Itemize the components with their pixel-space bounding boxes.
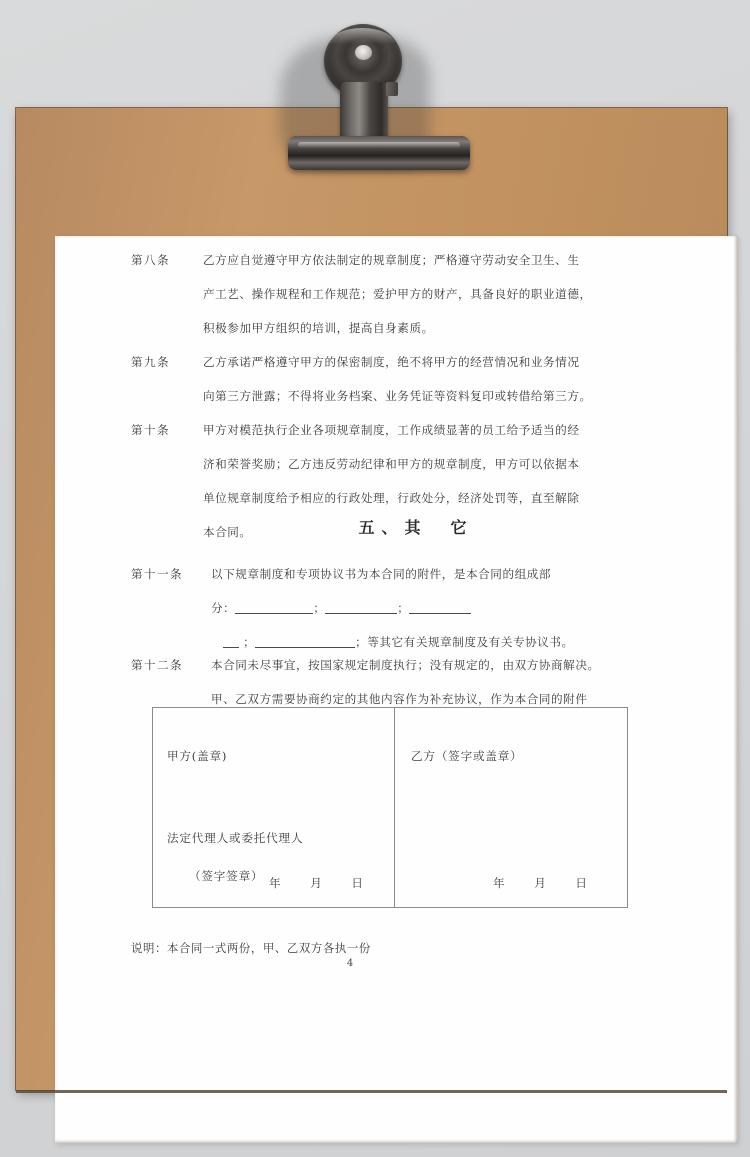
clause-text: 济和荣誉奖励；乙方违反劳动纪律和甲方的规章制度，甲方可以依据本: [203, 457, 580, 471]
clause-text: 乙方应自觉遵守甲方依法制定的规章制度；严格遵守劳动安全卫生、生: [203, 253, 580, 267]
blank-line-prefix: 分：: [211, 601, 236, 615]
blank-separator: ；: [313, 601, 326, 615]
party-a-agent-label: 法定代理人或委托代理人: [167, 831, 304, 845]
clause-label: 第十二条: [131, 658, 183, 672]
fill-in-blank[interactable]: [325, 601, 397, 614]
fill-in-blank[interactable]: [409, 601, 471, 614]
section-heading: 五、其 它: [358, 518, 474, 537]
clause-line: [131, 447, 701, 481]
clause-line-with-blanks: [131, 591, 701, 625]
clause-line: [131, 413, 701, 447]
clause-text: 向第三方泄露；不得将业务档案、业务凭证等资料复印或转借给第三方。: [203, 389, 592, 403]
clause-line: [131, 481, 701, 515]
party-b-date-field[interactable]: 年 月 日: [493, 876, 596, 890]
clause-text: 乙方承诺严格遵守甲方的保密制度，绝不将甲方的经营情况和业务情况: [203, 355, 580, 369]
clause-label: 第八条: [131, 253, 170, 267]
clause-line: [131, 557, 701, 591]
clause-article-12: [131, 648, 701, 716]
clause-text: 甲方对模范执行企业各项规章制度，工作成绩显著的员工给予适当的经: [203, 423, 580, 437]
clause-text: 单位规章制度给予相应的行政处理，行政处分，经济处罚等，直至解除: [203, 491, 580, 505]
clause-line: [131, 648, 701, 682]
clause-line: [131, 379, 701, 413]
clause-text: ；等其它有关规章制度及有关专协议书。: [355, 635, 574, 649]
clause-text: 产工艺、操作规程和工作规范；爱护甲方的财产，具备良好的职业道德，: [203, 287, 592, 301]
signature-space[interactable]: [167, 784, 394, 828]
party-a-label: 甲方(盖章): [167, 749, 228, 763]
fill-in-blank[interactable]: [255, 635, 355, 648]
signature-table: [152, 707, 628, 908]
signature-cell-party-a: [153, 708, 395, 907]
clause-text: 积极参加甲方组织的培训，提高自身素质。: [203, 321, 434, 335]
clause-text: 甲、乙双方需要协商约定的其他内容作为补充协议，作为本合同的附件: [211, 692, 588, 706]
clause-article-11: [131, 557, 701, 659]
clause-label: 第九条: [131, 355, 170, 369]
clause-text: 本合同。: [203, 525, 252, 539]
clause-article-9: [131, 345, 701, 413]
clause-label: 第十条: [131, 423, 170, 437]
footnote-text: 说明：本合同一式两份，甲、乙双方各执一份: [131, 941, 371, 955]
party-a-date-field[interactable]: 年 月 日: [269, 876, 372, 890]
clause-article-8: [131, 243, 701, 345]
blank-separator: ；: [397, 601, 410, 615]
party-b-label: 乙方（签字或盖章）: [411, 749, 523, 763]
blank-separator: ；: [243, 635, 256, 649]
clause-text: 本合同未尽事宜，按国家规定制度执行；没有规定的，由双方协商解决。: [211, 658, 600, 672]
signature-cell-party-b: [395, 708, 626, 907]
clause-line: [131, 311, 701, 345]
clause-line: [131, 345, 701, 379]
fill-in-blank[interactable]: [235, 601, 313, 614]
clause-label: 第十一条: [131, 567, 183, 581]
page-number: 4: [346, 958, 354, 969]
fill-in-blank[interactable]: [223, 635, 239, 648]
clause-text: 以下规章制度和专项协议书为本合同的附件，是本合同的组成部: [211, 567, 552, 581]
clause-line: [131, 277, 701, 311]
party-a-agent-sub-label: （签字签章）: [189, 869, 264, 883]
clause-line: [131, 243, 701, 277]
